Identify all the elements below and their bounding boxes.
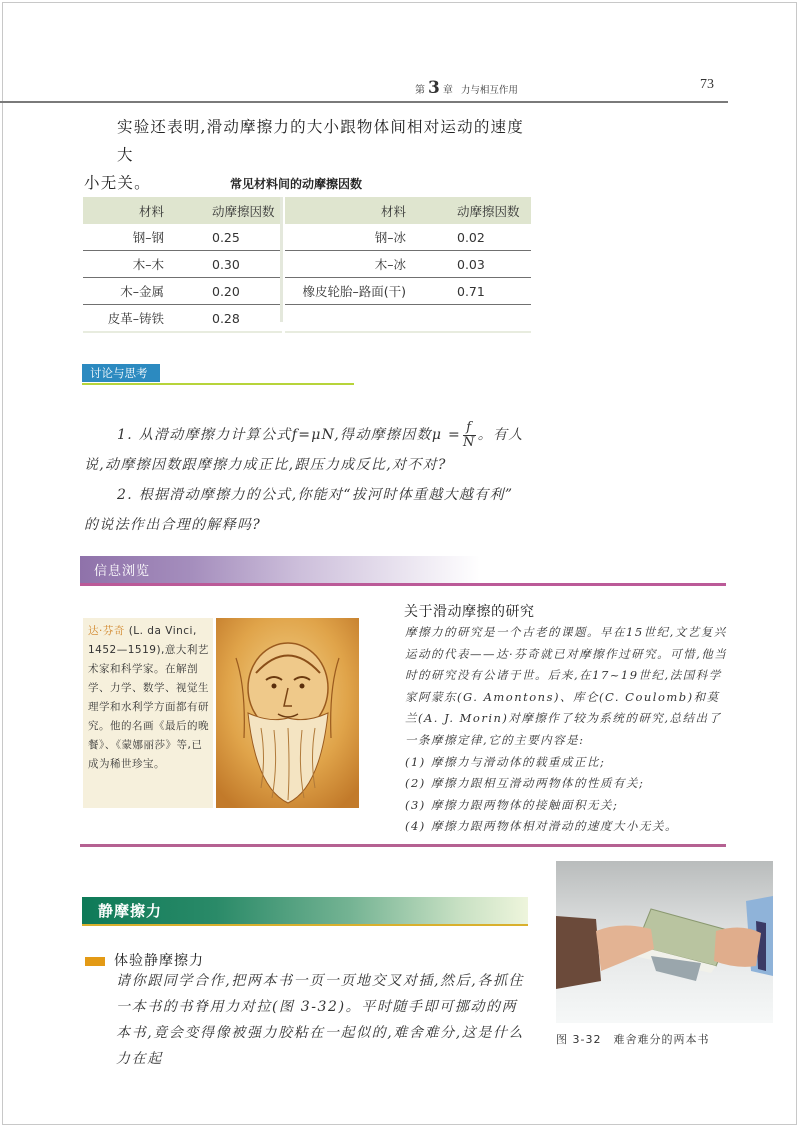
cell-material: 钢–冰 [374,230,406,245]
cell-material: 橡皮轮胎–路面(干) [285,278,407,305]
table-row [285,278,531,305]
cell-coefficient: 0.02 [457,229,485,245]
law-item: (4) 摩擦力跟两物体相对滑动的速度大小无关。 [405,819,678,834]
cell-material: 钢–钢 [132,230,164,245]
discussion-rule [82,383,354,385]
header-material: 材料 [83,197,164,224]
info-banner-rule [80,583,726,586]
discussion-tag: 讨论与思考 [82,364,160,382]
table-header-row [285,197,531,224]
cell-coefficient: 0.25 [212,229,240,245]
chapter-prefix: 第 [415,85,425,96]
chapter-number: 3 [428,78,440,98]
law-item: (1) 摩擦力与滑动体的载重成正比; [405,754,606,769]
table-row [285,251,531,278]
figure-label: 图 3-32 [556,1033,602,1046]
paragraph-text: 请你跟同学合作,把两本书一页一页地交叉对插,然后,各抓住一本书的书脊用力对拉(图 3-32)。平时随手即可挪动的两本书,竟会变得像被强力胶粘在一起似的,难舍难分,这是什么力在起 [116,973,525,1067]
article-paragraph: 摩擦力的研究是一个古老的课题。早在15世纪,文艺复兴运动的代表——达·芬奇就已对摩擦作过研究。可惜,他当时的研究没有公诸于世。后来,在17~19世纪,法国科学家阿蒙东(G. Amontons)、库仑(C. Coulomb)和莫兰(A. J. Morin)对摩擦作了较为系统的研究,总结出了一条摩擦定律,它的主要内容是: [405,625,728,747]
table-title: 常见材料间的动摩擦因数 [230,177,363,191]
figure-books-photo [556,861,773,1023]
chapter-suffix: 章 [442,85,453,96]
subsection-title: 体验静摩擦力 [114,953,204,969]
portrait-illustration [216,618,359,808]
cell-coefficient: 0.30 [164,251,282,278]
section-banner-underline [82,924,528,926]
cell-material: 木–木 [83,251,164,278]
law-item: (3) 摩擦力跟两物体的接触面积无关; [405,797,619,812]
friction-table-left [83,197,282,333]
table-divider [280,197,283,322]
cell-material [285,305,407,333]
header-rule [0,101,728,103]
table-header-row [83,197,282,224]
cell-coefficient: 0.20 [164,278,282,305]
article-body [383,622,728,838]
table-row [83,278,282,305]
figure-caption [556,1031,709,1047]
section-title: 静摩擦力 [98,902,163,920]
running-header [415,78,518,98]
question-1-text: 1. 从滑动摩擦力计算公式f=μN,得动摩擦因数μ = [117,427,462,443]
figure-caption-text: 难舍难分的两本书 [613,1033,710,1046]
static-friction-paragraph [84,968,532,1072]
discussion-questions [84,420,544,540]
info-bottom-rule [80,844,726,847]
law-item: (2) 摩擦力跟相互滑动两物体的性质有关; [405,776,645,791]
bio-description: (L. da Vinci, 1452—1519),意大利艺术家和科学家。在解剖学、力学、数学、视觉生理学和水利学方面都有研究。他的名画《最后的晚餐》、《蒙娜丽莎》等,已成为稀世珍宝。 [88,625,209,770]
info-banner-title: 信息浏览 [94,564,151,579]
question-1-line-1 [84,420,544,450]
cell-coefficient: 0.28 [164,305,282,333]
header-material: 材料 [285,197,407,224]
header-coefficient: 动摩擦因数 [407,197,531,224]
page-number: 73 [700,77,714,92]
table-row [285,224,531,251]
cell-material: 木–冰 [285,251,407,278]
square-bullet-icon [85,957,105,966]
article-title: 关于滑动摩擦的研究 [404,604,535,620]
bio-name: 达·芬奇 [88,625,125,637]
books-illustration [556,861,773,1023]
bio-text [88,622,213,774]
fraction-denominator: N [463,434,476,450]
portrait-image [216,618,359,808]
question-2-line-2: 的说法作出合理的解释吗? [84,517,262,533]
intro-line-2: 小无关。 [84,174,151,192]
table-row [83,251,282,278]
table-row [83,224,282,251]
question-2-line-1: 2. 根据滑动摩擦力的公式,你能对“拔河时体重越大越有利” [117,487,514,503]
fraction-f-over-n [463,421,476,450]
question-1-line-2: 说,动摩擦因数跟摩擦力成正比,跟压力成反比,对不对? [84,457,447,473]
cell-coefficient [407,305,531,333]
header-coefficient: 动摩擦因数 [164,197,282,224]
fraction-numerator: f [463,421,476,436]
friction-table-right [285,197,531,333]
cell-material: 木–金属 [83,278,164,305]
cell-coefficient: 0.03 [407,251,531,278]
chapter-title: 力与相互作用 [460,85,518,96]
intro-line-1: 实验还表明,滑动摩擦力的大小跟物体间相对运动的速度大 [117,118,524,164]
table-row [83,305,282,333]
table-row [285,305,531,333]
question-1-text-end: 。有人 [477,427,524,443]
cell-coefficient: 0.71 [407,278,531,305]
cell-material: 皮革–铸铁 [83,305,164,333]
